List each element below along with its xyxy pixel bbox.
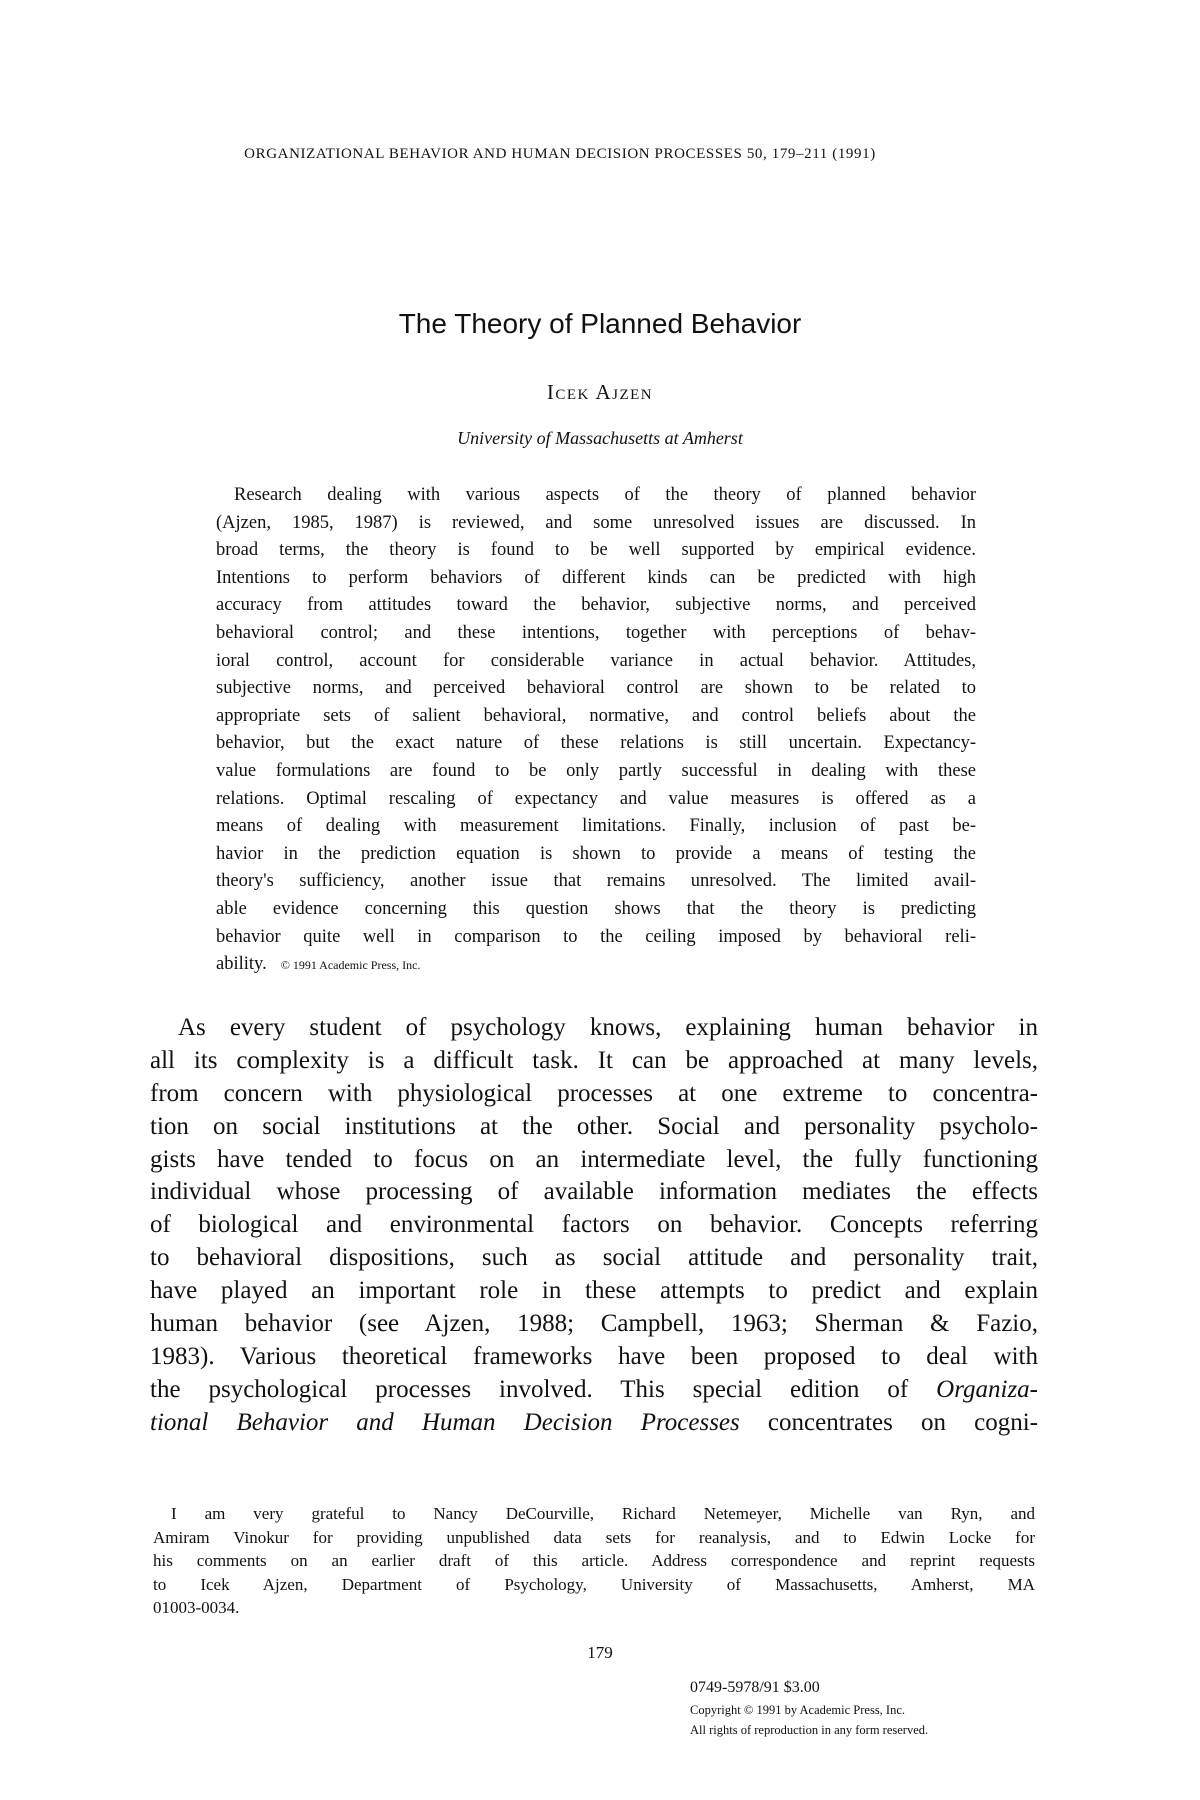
body-line: human behavior (see Ajzen, 1988; Campbell, 1963; Sherman & Fazio, (150, 1310, 1038, 1338)
body-line-with-italic (150, 1374, 1038, 1407)
body-line-tail: concentrates on cogni- (739, 1408, 1038, 1436)
page-number: 179 (587, 1643, 613, 1662)
abstract-line: ioral control, account for considerable variance in actual behavior. Attitudes, (216, 650, 976, 671)
abstract-line: accuracy from attitudes toward the behavior, subjective norms, and perceived (216, 595, 976, 616)
body-line: have played an important role in these attempts to predict and explain (150, 1277, 1038, 1305)
footnote (153, 1502, 1035, 1620)
abstract-line: able evidence concerning this question shows that the theory is predicting (216, 898, 976, 919)
body-text (150, 1012, 1038, 1440)
abstract-line: (Ajzen, 1985, 1987) is reviewed, and some unresolved issues are discussed. In (216, 512, 976, 533)
body-line: 1983). Various theoretical frameworks have been proposed to deal with (150, 1342, 1038, 1370)
abstract-line: appropriate sets of salient behavioral, normative, and control beliefs about the (216, 705, 976, 726)
footnote-line: 01003-0034. (153, 1598, 240, 1618)
body-line: As every student of psychology knows, explaining human behavior in (178, 1014, 1038, 1041)
abstract-line: behavioral control; and these intentions, together with perceptions of behav- (216, 622, 976, 643)
abstract-line: behavior quite well in comparison to the ceiling imposed by behavioral reli- (216, 926, 976, 947)
abstract-line: Intentions to perform behaviors of different kinds can be predicted with high (216, 567, 976, 588)
abstract-line: Research dealing with various aspects of the theory of planned behavior (234, 485, 976, 505)
publisher-block (690, 1676, 1050, 1740)
issn-price: 0749-5978/91 $3.00 (690, 1679, 820, 1696)
body-line: to behavioral dispositions, such as social attitude and personality trait, (150, 1244, 1038, 1272)
body-line: individual whose processing of available information mediates the effects (150, 1178, 1038, 1206)
abstract-line-text: ability. (216, 954, 267, 975)
body-line: gists have tended to focus on an intermediate level, the fully functioning (150, 1145, 1038, 1173)
abstract-last-line (216, 951, 976, 979)
journal-name-part-1: Organiza- (936, 1375, 1038, 1403)
author-name: Icek Ajzen (546, 380, 654, 404)
author-affiliation: University of Massachusetts at Amherst (457, 428, 743, 448)
abstract-line: means of dealing with measurement limitations. Finally, inclusion of past be- (216, 816, 976, 837)
footnote-line: Amiram Vinokur for providing unpublished data sets for reanalysis, and to Edwin Locke for (153, 1527, 1035, 1547)
body-line-with-italic (150, 1407, 1038, 1440)
abstract-line: theory's sufficiency, another issue that remains unresolved. The limited avail- (216, 871, 976, 892)
running-head: ORGANIZATIONAL BEHAVIOR AND HUMAN DECISION PROCESSES 50, 179–211 (1991) (244, 146, 876, 162)
footnote-line: I am very grateful to Nancy DeCourville, Richard Netemeyer, Michelle van Ryn, and (171, 1504, 1035, 1523)
journal-name-part-2: tional Behavior and Human Decision Processes (150, 1408, 740, 1436)
abstract-line: havior in the prediction equation is shown to provide a means of testing the (216, 843, 976, 864)
article-title: The Theory of Planned Behavior (398, 308, 802, 339)
abstract-line: relations. Optimal rescaling of expectancy and value measures is offered as a (216, 788, 976, 809)
body-line: tion on social institutions at the other. Social and personality psycholo- (150, 1112, 1038, 1140)
footnote-line: to Icek Ajzen, Department of Psychology, University of Massachusetts, Amherst, MA (153, 1574, 1035, 1594)
rights-line: All rights of reproduction in any form reserved. (690, 1723, 929, 1737)
abstract-line: behavior, but the exact nature of these relations is still uncertain. Expectancy- (216, 733, 976, 754)
abstract (216, 482, 976, 979)
abstract-line: value formulations are found to be only partly successful in dealing with these (216, 760, 976, 781)
body-line: from concern with physiological processes at one extreme to concentra- (150, 1079, 1038, 1107)
body-line: of biological and environmental factors on behavior. Concepts referring (150, 1211, 1038, 1239)
abstract-line: subjective norms, and perceived behavioral control are shown to be related to (216, 678, 976, 699)
abstract-copyright: © 1991 Academic Press, Inc. (280, 958, 421, 973)
body-line-text: the psychological processes involved. This special edition of (150, 1375, 909, 1403)
copyright-line: Copyright © 1991 by Academic Press, Inc. (690, 1703, 906, 1717)
body-line: all its complexity is a difficult task. It can be approached at many levels, (150, 1046, 1038, 1074)
footnote-line: his comments on an earlier draft of this article. Address correspondence and reprint requests (153, 1551, 1035, 1571)
abstract-line: broad terms, the theory is found to be well supported by empirical evidence. (216, 540, 976, 561)
